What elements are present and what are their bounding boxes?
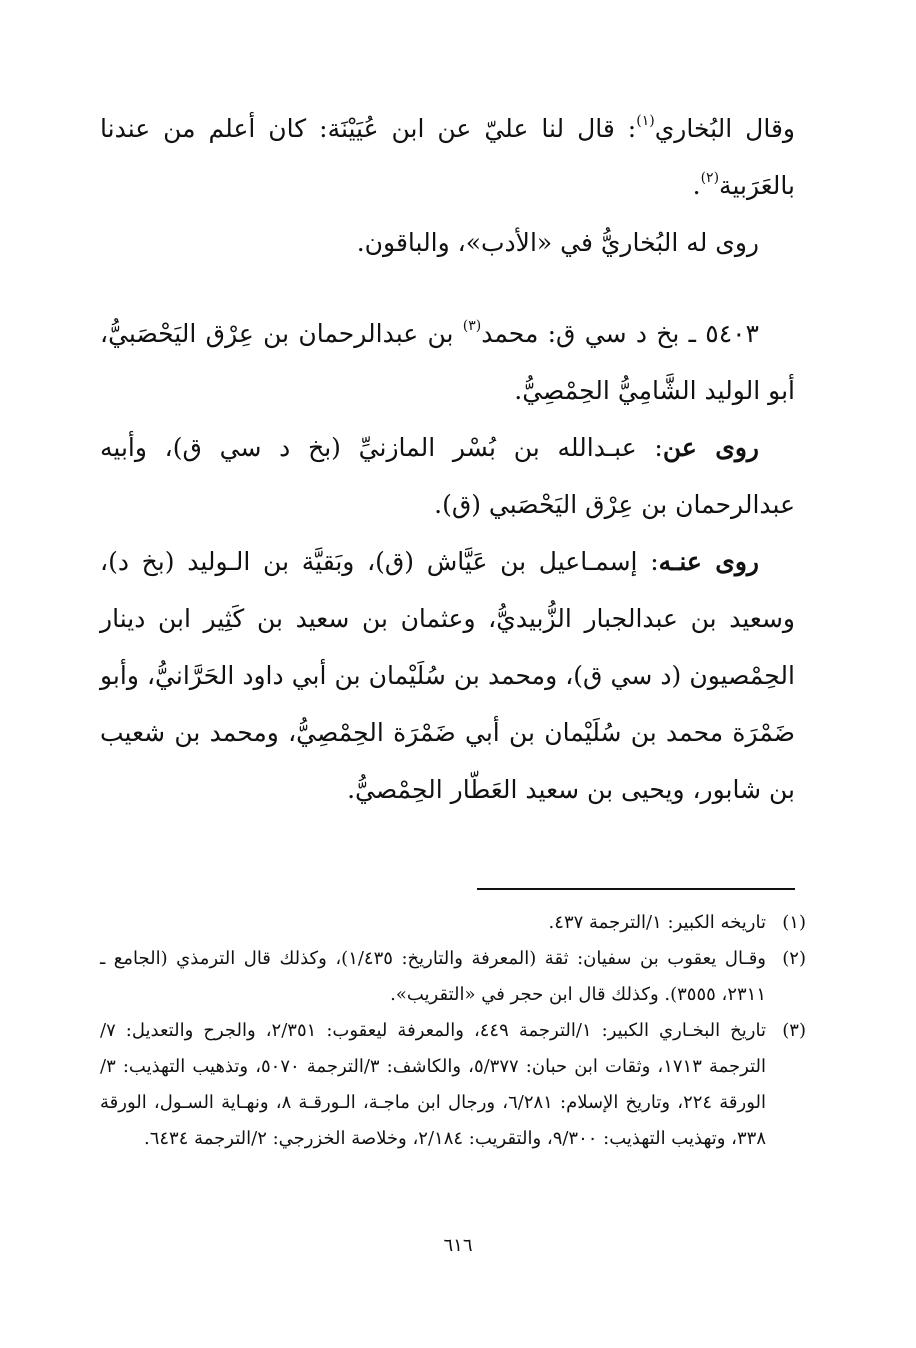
entry-heading (100, 305, 795, 419)
quote-end: . (692, 171, 701, 200)
footnote-text: تاريخه الكبير: ١/الترجمة ٤٣٧. (548, 912, 766, 933)
footnote-ref-2[interactable]: (٢) (700, 170, 720, 186)
footnote-3 (100, 1013, 806, 1157)
footnote-divider (477, 888, 795, 890)
footnote-number: (١) (782, 912, 806, 933)
narrated-from-text: : عبـدالله بن بُسْر المازنيِّ (بخ د سي ق)، وأبيه عبدالرحمان بن عِرْق اليَحْصَبي (ق). (100, 433, 795, 519)
footnote-text: وقـال يعقوب بن سفيان: ثقة (المعرفة والتاريخ: ١/٤٣٥)، وكذلك قال الترمذي (الجامع ـ ٢٣١١، ٣٥٥٥). وكذلك قال ابن حجر في «التقريب». (100, 948, 766, 1005)
narrated-from-paragraph (100, 419, 795, 533)
narrated-to-text: : إسمـاعيل بن عَيَّاش (ق)، وبَقيَّة بن الـوليد (بخ د)، وسعيد بن عبدالجبار الزُّبيديُّ، وعثمان بن سعيد بن كَثِير ابن دينار الحِمْصيون (د سي ق)، ومحمد بن سُلَيْمان بن أبي داود الحَرَّانيُّ، وأبو ضَمْرَة محمد بن سُلَيْمان بن أبي ضَمْرَة الحِمْصِيُّ، ومحمد بن شعيب بن شابور، ويحيى بن سعيد العَطّار الحِمْصيُّ. (100, 547, 795, 804)
entry-spacer (100, 271, 795, 305)
narrated-to-label: روى عنـه (658, 547, 760, 576)
narrated-by-line: روى له البُخاريُّ في «الأدب»، والباقون. (356, 228, 759, 257)
quote-text-start: وقال البُخاري (654, 114, 795, 143)
footnote-2 (100, 941, 806, 1013)
page-number: ٦١٦ (443, 1235, 473, 1256)
footnote-number: (٢) (782, 948, 806, 969)
footnote-number: (٣) (782, 1020, 806, 1041)
footnote-1 (100, 905, 806, 941)
footnote-text: تاريخ البخـاري الكبير: ١/الترجمة ٤٤٩، والمعرفة ليعقوب: ٢/٣٥١، والجرح والتعديل: ٧/الترجمة ١٧١٣، وثقات ابن حبان: ٥/٣٧٧، والكاشف: ٣/الترجمة ٥٠٧٠، وتذهيب التهذيب: ٣/الورقة ٢٢٤، وتاريخ الإسلام: ٦/٢٨١، ورجال ابن ماجـة، الـورقـة ٨، ونهـاية السـول، الورقة ٣٣٨، وتهذيب التهذيب: ٩/٣٠٠، والتقريب: ٢/١٨٤، وخلاصة الخزرجي: ٢/الترجمة ٦٤٣٤. (100, 1020, 767, 1149)
entry-name: بن عبدالرحمان بن عِرْق اليَحْصَبيُّ، أبو الوليد الشَّامِيُّ الحِمْصِيُّ. (100, 319, 795, 405)
narrated-from-label: روى عن (662, 433, 759, 462)
entry-number-and-codes: ٥٤٠٣ ـ بخ د سي ق: محمد (481, 319, 759, 348)
footnote-ref-3[interactable]: (٣) (462, 318, 482, 334)
quote-paragraph (100, 100, 795, 214)
quote-text: : قال لنا عليّ عن ابن عُيَيْنَة: كان أعلم من عندنا بالعَرَبية (100, 114, 795, 200)
footnote-ref-1[interactable]: (١) (636, 113, 655, 129)
narrated-to-paragraph (100, 533, 795, 818)
main-text (100, 100, 795, 818)
footnotes (100, 905, 806, 1157)
